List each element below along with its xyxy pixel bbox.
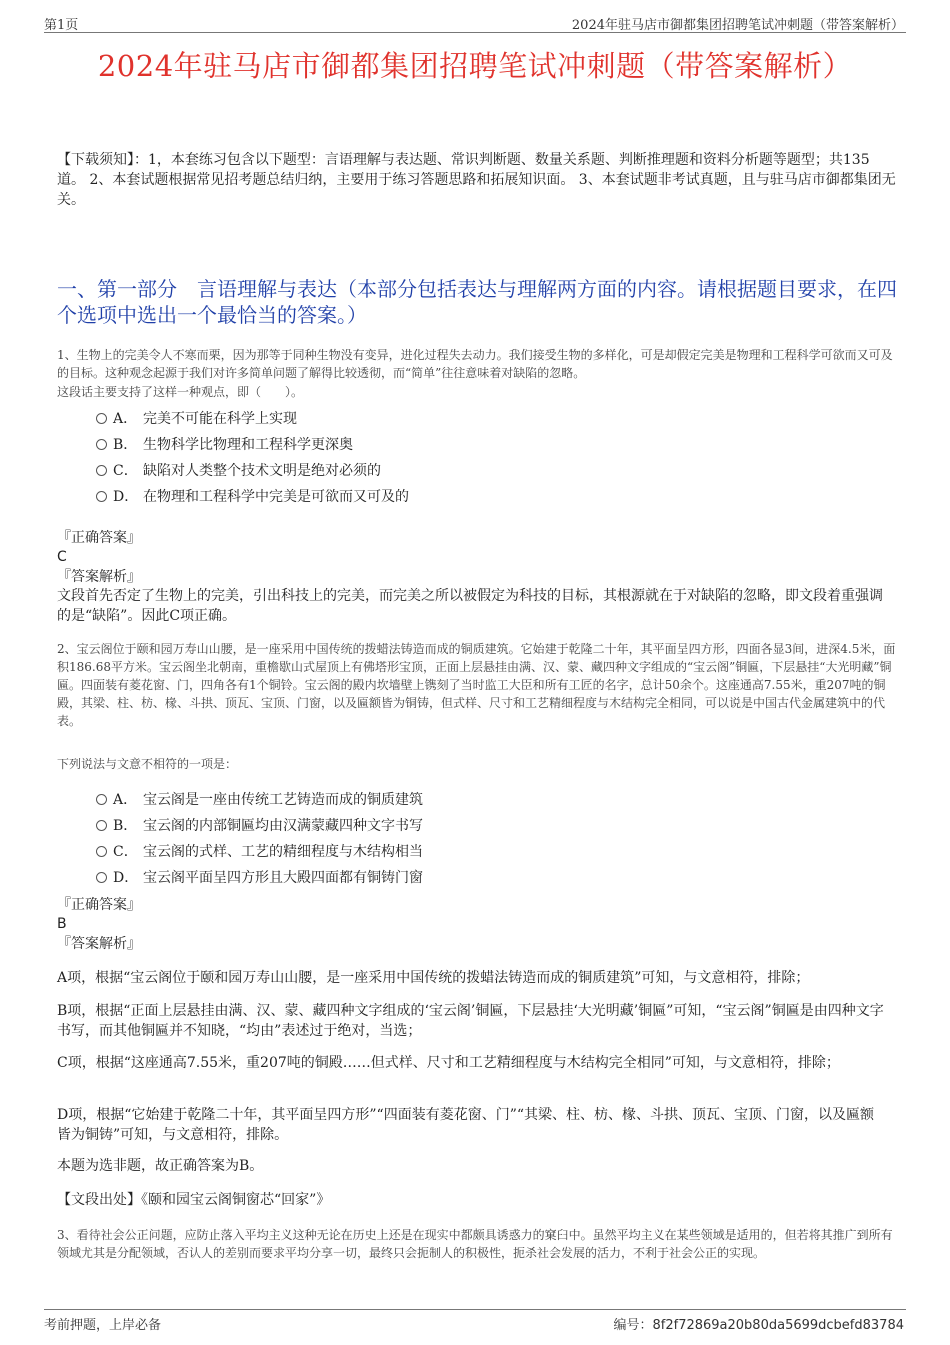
q2-option-a[interactable]: A． 宝云阁是一座由传统工艺铸造而成的铜质建筑 [96, 790, 423, 810]
radio-icon[interactable] [96, 465, 107, 476]
footer-divider [44, 1309, 906, 1310]
section-heading: 一、第一部分 言语理解与表达（本部分包括表达与理解两方面的内容。请根据题目要求，在四个选项中选出一个最恰当的答案。） [57, 277, 897, 327]
page-title: 2024年驻马店市御都集团招聘笔试冲刺题（带答案解析） [97, 49, 853, 83]
q1-answer-label: 『正确答案』 [57, 530, 141, 546]
radio-icon[interactable] [96, 491, 107, 502]
q1-question: 这段话主要支持了这样一种观点，即（ ）。 [57, 385, 304, 399]
q2-analysis-c: C项，根据“这座通高7.55米，重207吨的铜殿……但式样、尺寸和工艺精细程度与木结构完全相同”可知，与文意相符，排除； [57, 1055, 840, 1071]
q1-stem: 1、生物上的完美令人不寒而栗，因为那等于同种生物没有变异，进化过程失去动力。我们接受生物的多样化，可是却假定完美是物理和工程科学可欲而又可及的目标。这种观念起源于我们对许多简单问题了解得比较透彻，而“简单”往往意味着对缺陷的忽略。 [57, 348, 893, 380]
header-divider [44, 32, 906, 33]
q1-option-d[interactable]: D． 在物理和工程科学中完美是可欲而又可及的 [96, 487, 409, 507]
q2-stem: 2、宝云阁位于颐和园万寿山山腰，是一座采用中国传统的拨蜡法铸造而成的铜质建筑。它始建于乾隆二十年，其平面呈四方形，四面各显3间，进深4.5米，面积186.68平方米。宝云阁坐北朝南，重檐歇山式屋顶上有佛塔形宝顶，正面上层悬挂由满、汉、蒙、藏四种文字组成的“宝云阁”铜匾，下层悬挂“大光明藏”铜匾。四面装有菱花窗、门，四角各有1个铜铃。宝云阁的殿内坎墙壁上镌刻了当时监工大臣和所有工匠的名字，总计50余个。这座通高7.55米，重207吨的铜殿，其梁、柱、枋、椽、斗拱、顶瓦、宝顶、门窗，以及匾额皆为铜铸，但式样、尺寸和工艺精细程度与木结构完全相同，可以说是中国古代金属建筑中的代表。 [57, 642, 896, 728]
footer-slogan: 考前押题，上岸必备 [44, 1318, 162, 1333]
download-notice: 【下载须知】：1，本套练习包含以下题型：言语理解与表达题、常识判断题、数量关系题、判断推理题和资料分析题等题型；共135道。 2、本套试题根据常见招考题总结归纳，主要用于练习答题思路和拓展知识面。 3、本套试题非考试真题，且与驻马店市御都集团无关。 [57, 152, 896, 208]
radio-icon[interactable] [96, 846, 107, 857]
q2-answer-label: 『正确答案』 [57, 897, 141, 913]
radio-icon[interactable] [96, 413, 107, 424]
footer-code: 编号：8f2f72869a20b80da5699dcbefd83784 [613, 1318, 904, 1333]
q2-option-b[interactable]: B． 宝云阁的内部铜匾均由汉满蒙藏四种文字书写 [96, 816, 423, 836]
radio-icon[interactable] [96, 794, 107, 805]
q1-option-b[interactable]: B． 生物科学比物理和工程科学更深奥 [96, 435, 353, 455]
q1-option-a[interactable]: A． 完美不可能在科学上实现 [96, 409, 297, 429]
page-number: 第1页 [44, 18, 79, 33]
q1-analysis: 文段首先否定了生物上的完美，引出科技上的完美，而完美之所以被假定为科技的目标，其根源就在于对缺陷的忽略，即文段着重强调的是“缺陷”。因此C项正确。 [57, 588, 883, 624]
q2-source: 【文段出处】《颐和园宝云阁铜窗芯“回家”》 [57, 1192, 331, 1208]
q2-conclusion: 本题为选非题，故正确答案为B。 [57, 1158, 264, 1174]
q2-analysis-b: B项，根据“正面上层悬挂由满、汉、蒙、藏四种文字组成的‘宝云阁’铜匾，下层悬挂‘大光明藏’铜匾”可知，“宝云阁”铜匾是由四种文字书写，而其他铜匾并不知晓，“均由”表述过于绝对，当选； [57, 1003, 884, 1039]
radio-icon[interactable] [96, 872, 107, 883]
q2-question: 下列说法与文意不相符的一项是： [57, 757, 238, 771]
q2-option-c[interactable]: C． 宝云阁的式样、工艺的精细程度与木结构相当 [96, 842, 423, 862]
q2-analysis-d: D项，根据“它始建于乾隆二十年，其平面呈四方形”“四面装有菱花窗、门”“其梁、柱、枋、椽、斗拱、顶瓦、宝顶、门窗，以及匾额皆为铜铸”可知，与文意相符，排除。 [57, 1107, 875, 1143]
q2-analysis-label: 『答案解析』 [57, 936, 141, 952]
q2-analysis-a: A项，根据“宝云阁位于颐和园万寿山山腰，是一座采用中国传统的拨蜡法铸造而成的铜质建筑”可知，与文意相符，排除； [57, 970, 810, 986]
q1-answer: C [57, 549, 67, 565]
q1-analysis-label: 『答案解析』 [57, 569, 141, 585]
header-doc-title: 2024年驻马店市御都集团招聘笔试冲刺题（带答案解析） [571, 18, 904, 33]
radio-icon[interactable] [96, 820, 107, 831]
q3-stem: 3、看待社会公正问题，应防止落入平均主义这种无论在历史上还是在现实中都颇具诱惑力的窠臼中。虽然平均主义在某些领域是适用的，但若将其推广到所有领域尤其是分配领域，否认人的差别而要求平均分享一切，最终只会扼制人的积极性，扼杀社会发展的活力，不利于社会公正的实现。 [57, 1228, 893, 1260]
radio-icon[interactable] [96, 439, 107, 450]
q1-option-c[interactable]: C． 缺陷对人类整个技术文明是绝对必须的 [96, 461, 381, 481]
q2-answer: B [57, 916, 67, 932]
q2-option-d[interactable]: D． 宝云阁平面呈四方形且大殿四面都有铜铸门窗 [96, 868, 423, 888]
